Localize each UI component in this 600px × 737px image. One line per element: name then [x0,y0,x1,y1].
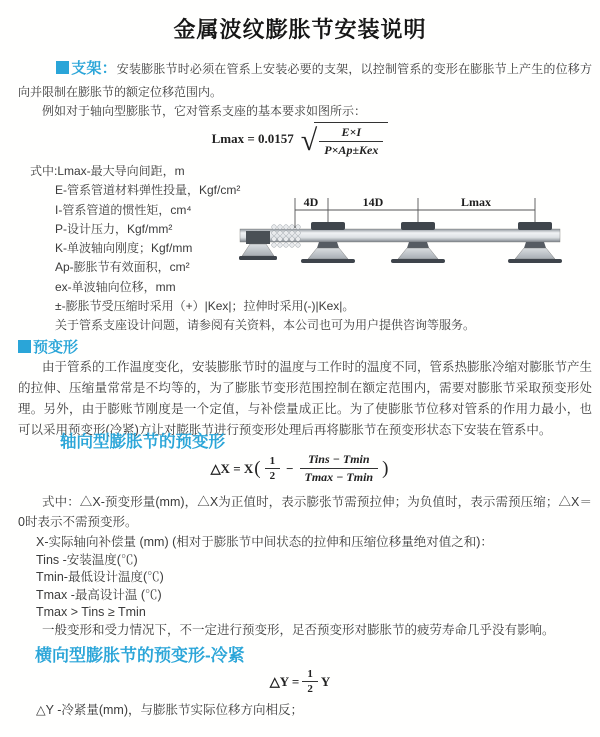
definition-item: Ap-膨胀节有效面积，cm² [55,260,190,275]
definition-item: ex-单波轴向位移，mm [55,279,176,294]
axial-item: Tins -安装温度(℃) [36,552,138,567]
support-intro-text: 安装膨胀节时必须在管系上安装必要的支架，以控制管系的变形在膨胀节上产生的位移方向并限制在膨胀节的额定位移范围内。 [18,62,592,99]
one-half-fraction: $\frac{1}{2}$ [302,668,318,695]
support-section-heading: 支架： [71,60,117,77]
delta-x-lhs: △X = X [210,460,254,476]
axial-item: Tmin-最低设计温度(℃) [36,570,164,585]
axial-formula-explanation: 式中：△X-预变形量(mm)，△X为正值时，表示膨张节需预拉伸；为负值时，表示需预压缩；△X＝0时表示不需预变形。 [18,495,592,529]
axial-item: X-实际轴向补偿量 (mm) (相对于膨胀节中间状态的拉伸和压缩位移量绝对值之和)： [36,535,493,549]
axial-definitions-list [36,534,592,640]
definition-item-plus-minus-note: ±-膨胀节受压缩时采用（+）|Kex|；拉伸时采用(-)|Kex|。 [55,299,355,314]
definition-item: P-设计压力，Kgf/mm² [55,221,173,236]
pipe-guide-support [301,222,355,263]
right-paren: ) [382,457,389,479]
axial-item: Tmax > Tins ≥ Tmin [36,605,146,620]
predeform-body-paragraph: 由于管系的工作温度变化，安装膨胀节时的温度与工作时的温度不同，管系热膨胀冷缩对膨胀节产生的拉伸、压缩量常常是不均等的，为了膨胀节变形范围控制在额定范围内，需要对膨胀节采取预变形处理。另外，由于膨账节刚度是一个定值，与补偿量成正比。为了使膨胀节位移对管系的作用力最小，也可以采用预变形(冷紧)方让对膨胀节进行预变形处理后再将膨胀节在预变形状态下安装在管系中。 [18,360,593,437]
delta-x-formula [0,452,600,485]
dim-label-lmax: Lmax [461,195,491,209]
predeform-heading-text: 预变形 [33,339,79,356]
pipe-guide-support [391,222,445,263]
dim-label-14d: 14D [362,195,384,209]
blue-square-bullet-icon [18,340,31,353]
pipe-guide-support [508,222,562,263]
left-paren: ( [254,457,261,479]
definition-item-service-note: 关于管系支座设计问题，请参阅有关资料，本公司也可为用户提供咨询等服务。 [55,318,476,333]
pipe-support-diagram [238,193,568,278]
definition-item: E-管系管道材料弹性投量，Kgf/cm² [55,183,241,198]
delta-y-lhs: △Y = [269,673,300,689]
lateral-predeform-heading: 横向型膨胀节的预变形-冷紧 [35,646,245,665]
support-example-line: 例如对于轴向型膨胀节，它对管系支座的基本要求如图所示： [42,104,367,118]
axial-predeform-heading: 轴向型膨胀节的预变形 [60,433,225,451]
lmax-formula-radicand [314,122,388,158]
axial-item-note: 一般变形和受力情况下，不一定进行预变形，足否预变形对膨胀节的疲劳寿命几乎没有影响。 [42,622,555,637]
page-title: 金属波纹膨胀节安装说明 [173,17,427,42]
blue-square-bullet-icon [56,61,69,74]
radical-sign: √ [300,124,318,157]
lmax-formula-numerator: E×I [341,125,362,139]
lmax-formula-denominator: P×Ap±Kex [319,141,383,158]
lateral-formula-explanation: △Y -冷紧量(mm)，与膨胀节实际位移方向相反； [36,703,304,717]
predeform-section-heading [18,336,78,357]
delta-y-formula [0,668,600,695]
definition-item: I-管系管道的惯性矩，cm⁴ [55,202,192,217]
support-section-intro [18,57,592,104]
axial-item: Tmax -最高设计温 (℃) [36,587,162,602]
lmax-formula-lhs: Lmax = 0.0157 [211,131,294,146]
minus-sign: − [286,460,294,476]
one-half-fraction: $\frac{1}{2}$ [265,455,281,482]
lmax-formula [0,120,600,158]
temperature-fraction: $\frac{\text{Tins − Tmin}}{Tmax - Tmin}$ [300,452,379,485]
definitions-lead: 式中:Lmax-最大导向间距，m [30,164,185,178]
definition-item: K-单波轴向刚度；Kgf/mm [55,241,193,256]
dim-label-4d: 4D [303,195,319,209]
delta-y-rhs: Y [320,673,331,689]
